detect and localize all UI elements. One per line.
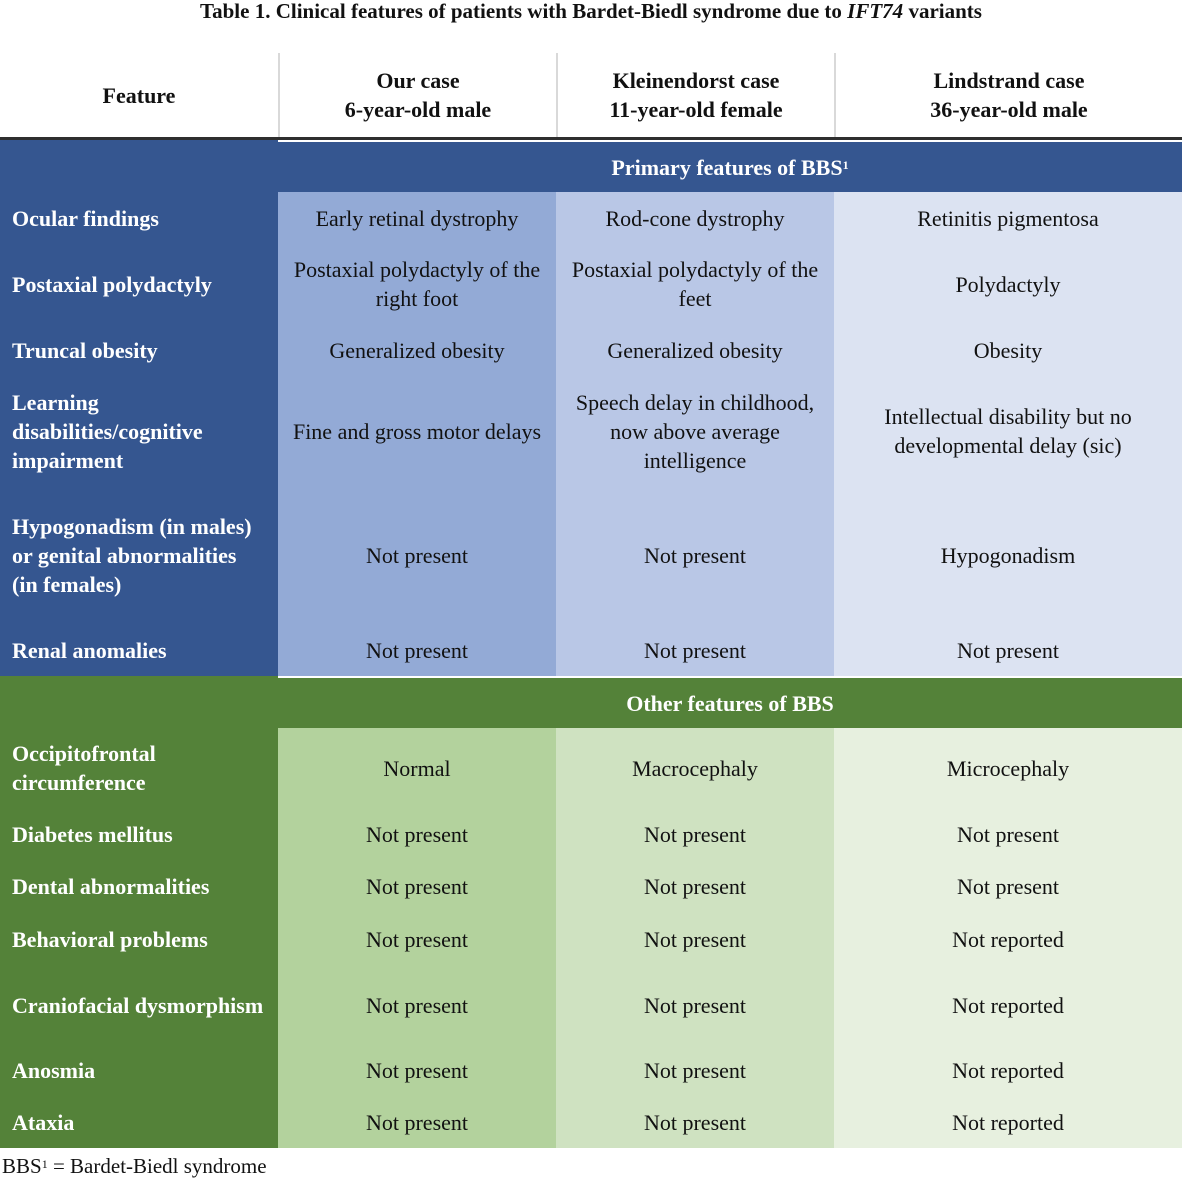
table-row xyxy=(0,624,1182,676)
cell-text: Not present xyxy=(365,873,469,899)
case-value xyxy=(278,1044,556,1096)
case-value xyxy=(278,244,556,324)
cell-text: Rod-cone dystrophy xyxy=(605,205,785,231)
cell-text: Not present xyxy=(643,637,747,663)
header-text xyxy=(103,81,176,110)
cell-text: Not present xyxy=(956,873,1060,899)
table-row xyxy=(0,192,1182,244)
cell-text: Ataxia xyxy=(12,1109,75,1135)
case-value xyxy=(556,192,834,244)
case-value xyxy=(834,1044,1182,1096)
cell-text: Not reported xyxy=(952,1057,1064,1083)
feature-label xyxy=(0,1044,278,1096)
cell-text: Postaxial polydactyly of the right foot xyxy=(293,257,541,311)
case-value xyxy=(834,728,1182,808)
section-header-row xyxy=(0,140,1182,192)
case-value xyxy=(556,860,834,912)
cell-text: Hypogonadism (in males) or genital abnormalities (in females) xyxy=(12,513,252,597)
case-value xyxy=(834,808,1182,860)
case-value xyxy=(278,966,556,1044)
section-title xyxy=(278,140,1182,192)
header-text xyxy=(930,66,1087,124)
section-title xyxy=(278,676,1182,728)
table-row xyxy=(0,860,1182,912)
table-caption: Table 1. Clinical features of patients with Bardet-Biedl syndrome due to IFT74 variants xyxy=(200,0,982,23)
feature-label xyxy=(0,376,278,486)
case-value xyxy=(278,808,556,860)
case-value xyxy=(556,808,834,860)
cell-text: Generalized obesity xyxy=(329,337,505,363)
cell-text: Generalized obesity xyxy=(607,337,783,363)
cell-text: Not present xyxy=(643,1057,747,1083)
cell-text: Early retinal dystrophy xyxy=(315,205,519,231)
cell-text: Normal xyxy=(383,755,451,781)
cell-text: Ocular findings xyxy=(12,205,159,231)
case-value xyxy=(834,486,1182,624)
cell-text: Not present xyxy=(365,637,469,663)
case-value xyxy=(834,1096,1182,1148)
case-value xyxy=(834,912,1182,966)
header-text xyxy=(345,66,491,124)
cell-text: Not present xyxy=(365,1109,469,1135)
cell-text: Learning disabilities/cognitive impairment xyxy=(12,389,203,473)
header-cell xyxy=(834,53,1182,137)
cell-text: Microcephaly xyxy=(946,755,1070,781)
cell-text: Behavioral problems xyxy=(12,926,208,952)
table-row xyxy=(0,244,1182,324)
cell-text: Not present xyxy=(643,926,747,952)
feature-label xyxy=(0,324,278,376)
table-row xyxy=(0,486,1182,624)
cell-text: Hypogonadism xyxy=(940,542,1076,568)
section-spacer xyxy=(0,140,278,192)
cell-text: Not present xyxy=(365,542,469,568)
table-row xyxy=(0,912,1182,966)
cell-text: Not present xyxy=(365,992,469,1018)
cell-text: Not present xyxy=(956,637,1060,663)
case-value xyxy=(278,912,556,966)
feature-label xyxy=(0,728,278,808)
cell-text: Occipitofrontal circumference xyxy=(12,741,156,795)
cell-text: Not present xyxy=(365,821,469,847)
table-row xyxy=(0,728,1182,808)
case-value xyxy=(834,966,1182,1044)
cell-text: Polydactyly xyxy=(955,271,1061,297)
case-value xyxy=(278,192,556,244)
case-value xyxy=(834,624,1182,676)
section-header-row xyxy=(0,676,1182,728)
cell-text: Not reported xyxy=(952,992,1064,1018)
case-value xyxy=(556,728,834,808)
feature-label xyxy=(0,966,278,1044)
cell-text: Not reported xyxy=(952,926,1064,952)
table-row xyxy=(0,376,1182,486)
case-value xyxy=(278,624,556,676)
case-value xyxy=(556,1044,834,1096)
case-value xyxy=(278,728,556,808)
case-value xyxy=(556,486,834,624)
feature-label xyxy=(0,912,278,966)
header-cell xyxy=(556,53,834,137)
header-line: Our case xyxy=(376,68,460,93)
cell-text: Not present xyxy=(956,821,1060,847)
header-line: Feature xyxy=(102,82,176,108)
cell-text: Postaxial polydactyly of the feet xyxy=(571,257,819,311)
cell-text: Diabetes mellitus xyxy=(12,821,173,847)
feature-label xyxy=(0,624,278,676)
footnote-marker: 1 xyxy=(842,157,849,172)
case-value xyxy=(556,324,834,376)
case-value xyxy=(556,966,834,1044)
header-line: 6-year-old male xyxy=(344,97,492,122)
table-row xyxy=(0,966,1182,1044)
cell-text: Not present xyxy=(365,926,469,952)
cell-text: Not present xyxy=(643,992,747,1018)
table-row xyxy=(0,808,1182,860)
clinical-features-table xyxy=(0,53,1182,1148)
section-title-text: Primary features of BBS xyxy=(611,154,843,180)
cell-text: Not present xyxy=(643,1109,747,1135)
header-text xyxy=(609,66,782,124)
section-title-text: Other features of BBS xyxy=(626,690,834,716)
case-value xyxy=(556,624,834,676)
cell-text: Fine and gross motor delays xyxy=(292,418,542,444)
cell-text: Obesity xyxy=(973,337,1043,363)
header-line: 11-year-old female xyxy=(609,97,783,122)
case-value xyxy=(556,244,834,324)
cell-text: Not present xyxy=(643,873,747,899)
table-footnote: $BBS^1$ = Bardet-Biedl syndrome xyxy=(2,1154,267,1178)
cell-text: Retinitis pigmentosa xyxy=(917,205,1099,231)
case-value xyxy=(278,1096,556,1148)
cell-text: Postaxial polydactyly xyxy=(12,271,212,297)
cell-text: Craniofacial dysmorphism xyxy=(12,992,264,1018)
case-value xyxy=(278,324,556,376)
case-value xyxy=(556,912,834,966)
cell-text: Renal anomalies xyxy=(12,637,167,663)
cell-text: Truncal obesity xyxy=(12,337,158,363)
gene-name: IFT74 xyxy=(847,0,904,23)
header-cell xyxy=(0,53,278,137)
case-value xyxy=(834,860,1182,912)
case-value xyxy=(834,244,1182,324)
header-cell xyxy=(278,53,556,137)
cell-text: Macrocephaly xyxy=(632,755,758,781)
feature-label xyxy=(0,860,278,912)
case-value xyxy=(278,486,556,624)
cell-text: Not reported xyxy=(952,1109,1064,1135)
cell-text: Dental abnormalities xyxy=(12,873,210,899)
case-value xyxy=(556,376,834,486)
feature-label xyxy=(0,192,278,244)
feature-label xyxy=(0,486,278,624)
header-row xyxy=(0,53,1182,140)
table-row xyxy=(0,324,1182,376)
case-value xyxy=(834,192,1182,244)
cell-text: Not present xyxy=(643,821,747,847)
cell-text: Intellectual disability but no developmental delay (sic) xyxy=(884,404,1132,458)
table-row xyxy=(0,1096,1182,1148)
cell-text: Not present xyxy=(365,1057,469,1083)
feature-label xyxy=(0,808,278,860)
section-spacer xyxy=(0,676,278,728)
case-value xyxy=(834,324,1182,376)
header-line: Kleinendorst case xyxy=(612,68,780,93)
feature-label xyxy=(0,244,278,324)
header-line: Lindstrand case xyxy=(933,68,1085,93)
cell-text: Speech delay in childhood, now above average intelligence xyxy=(575,389,815,473)
case-value xyxy=(556,1096,834,1148)
table-row xyxy=(0,1044,1182,1096)
feature-label xyxy=(0,1096,278,1148)
cell-text: Anosmia xyxy=(12,1057,96,1083)
header-line: 36-year-old male xyxy=(930,97,1088,122)
case-value xyxy=(834,376,1182,486)
cell-text: Not present xyxy=(643,542,747,568)
case-value xyxy=(278,376,556,486)
case-value xyxy=(278,860,556,912)
